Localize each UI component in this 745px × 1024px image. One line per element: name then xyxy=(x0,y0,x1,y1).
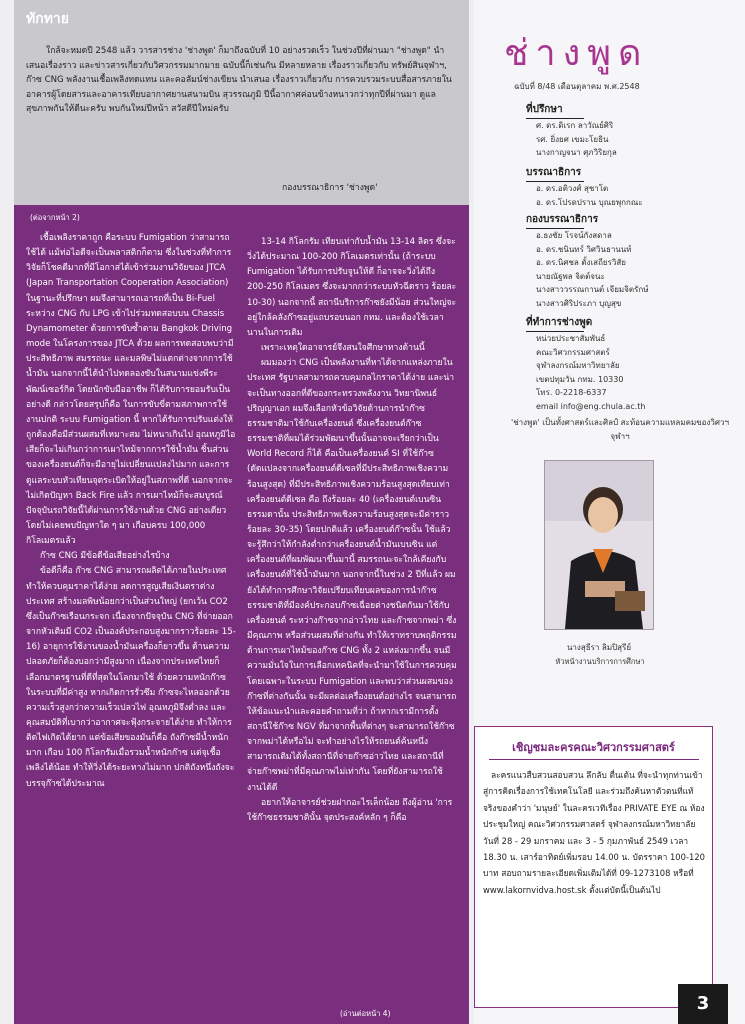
article-paragraph: ข้อดีก็คือ ก๊าซ CNG สามารถผลิตได้ภายในประเทศ ทำให้ควบคุมราคาได้ง่าย ลดการสูญเสียเงินตราต่างประเทศ สร้างมลพิษน้อยกว่าเป็นส่วนใหญ่ (ยกเว้น CO2 ซึ่งเป็นก๊าซเรือนกระจก เนื่องจากปัจจุบัน CNG ที่จ่ายออกจากหัวเติมมี CO2 เป็นองค์ประกอบสูงมากราวร้อยละ 15-16) อายุการใช้งานของน้ำมันเครื่องก็ยาวขึ้น ด้านความปลอดภัยก็ต้องบอกว่ามีสูงมาก เนื่องจากประเทศไทยก็เลือกมาตรฐานที่ดีที่สุดในโลกมาใช้ ด้วยความหนักก๊าซในระบบที่มีค่าสูง หากเกิดการรั่วซึม ก๊าซจะไหลออกด้วยความเร็วสูงกว่าความเร็วเปลวไฟ อุณหภูมิจึงต่ำลง และคุณสมบัติที่เบากว่าอากาศจะฟุ้งกระจายได้ง่าย ทำให้การติดไฟเกิดได้ยาก แต่ข้อเสียของมันก็คือ ถังก๊าซมีน้ำหนักมาก เกือบ 100 กิโลกรัมเมื่อรวมน้ำหนักก๊าซ แต่จุเชื้อเพลิงได้น้อย ทำให้วิ่งได้ระยะทางไม่มาก ปกติถังหนึ่งถังจะบรรจุก๊าซได้ประมาณ xyxy=(26,566,236,789)
office-line: เขตปทุมวัน กทม. 10330 xyxy=(536,374,624,384)
article-paragraph: 13-14 กิโลกรัม เทียบเท่ากับน้ำมัน 13-14 ลิตร ซึ่งจะวิ่งได้ประมาณ 100-200 กิโลเมตรเท่านั้น (ถ้าระบบ Fumigation ได้รับการปรับจูนให้ดี ก็อาจจะวิ่งได้ถึง 200-250 กิโลเมตร ซึ่งจะมากกว่าระบบหัวฉีดราว ร้อยละ 10-30) นอกจากนี้ สถานีบริการก๊าซยังมีน้อย ส่วนใหญ่จะอยู่ใกล้คลังก๊าซอยู่แถบรอบนอก กทม. และต้องใช้เวลานานในการเติม xyxy=(247,237,457,338)
invite-title: เชิญชมละครคณะวิศวกรรมศาสตร์ xyxy=(512,741,675,754)
staff-name: ศ. ดร.ดิเรก ลาวัณย์ศิริ xyxy=(536,121,614,130)
staff-name: นางสาวศิริประภา บุญสุข xyxy=(536,298,622,308)
staff-name: อ. ดร.ชนินทร์ วิศวินธานนท์ xyxy=(536,244,632,254)
theater-invite-box xyxy=(474,726,713,1008)
staff-name: นางกาญจนา ศุภวิริยกุล xyxy=(536,148,617,157)
staff-list-advisors xyxy=(536,119,617,160)
staff-list-editor xyxy=(536,182,643,209)
staff-heading-office: ที่ทำการช่างพูด xyxy=(526,315,592,332)
continued-to: (อ่านต่อหน้า 4) xyxy=(340,1009,391,1018)
page-number: 3 xyxy=(678,984,728,1024)
staff-list-office xyxy=(536,332,645,413)
photo-caption-name: นางสุธีรา ลิมปิสุรีย์ xyxy=(566,643,632,652)
editorial-body: ใกล้จะหมดปี 2548 แล้ว วารสารช่าง 'ช่างพูด' ก็มาถึงฉบับที่ 10 อย่างรวดเร็ว ในช่วงปีที่ผ่านมา "ช่างพูด" นำเสนอเรื่องราว และข่าวสารเกี่ยวกับวิศวกรรมมากมาย ฉบับนี้ก็เช่นกัน มีหลายหลาย เรื่องราวเกี่ยวกับ ทรัพย์สินจุฬาฯ, ก๊าซ CNG พลังงานเชื้อเพลิงทดแทน และคอลัมน์ช่างเขียน นำเสนอ เรื่องราวเกี่ยวกับ การควบรวมระบบสื่อสารภายในอาคารผู้โดยสารและอาคารเทียบอากาศยานสนามบิน สุวรรณภูมิ ปีนี้อากาศค่อนข้างหนาวกว่าทุกปีที่ผ่านมา ดูแลสุขภาพกันให้ดีนะครับ พบกันใหม่ปีหน้า สวัสดีปีใหม่ครับ xyxy=(26,46,452,115)
article-paragraph: เชื้อเพลิงราคาถูก คือระบบ Fumigation ว่าสามารถใช้ได้ แม้ท่อไอดีจะเป็นพลาสติกก็ตาม ซึ่งในช่วงที่ทำการวิจัยก็โชคดีมากที่มีโอกาสได้เข้าร่วมงานวิจัยของ JTCA (Japan Transportation Cooperation Association) ในฐานะที่ปรึกษา ผมจึงสามารถเอารถที่เป็น Bi-Fuel ระหว่าง CNG กับ LPG เข้าไปร่วมทดสอบบน Chassis Dynamometer ด้วยการขับซ้ำตาม Bangkok Driving mode ในโครงการของ JTCA ด้วย ผลการทดสอบพบว่ามีประสิทธิภาพ สมรรถนะ และมลพิษไม่แตกต่างจากการใช้น้ำมัน นอกจากนี้ได้นำไปทดลองขับในสนามแข่งพีระพัฒน์เซอร์กิต โดยนักขับมืออาชีพ ก็ได้รับการยอมรับเป็นอย่างดี กล่าวโดยสรุปก็คือ ในการขับขี่ตามสภาพการใช้งานปกติ ระบบ Fumigation นี้ หากได้รับการปรับแต่งให้ถูกต้องคือมีส่วนผสมที่เหมาะสม ไม่หนาเกินไป อุณหภูมิไอเสียก็จะไม่เกินกว่าการเผาไหม้จากการใช้น้ำมัน ชิ้นส่วนของเครื่องยนต์ก็จะมีอายุไม่เปลี่ยนแปลงไปมาก และการดูแลระบบหัวเทียนจุดระเบิดให้อยู่ในสภาพที่ดี นอกจากจะไม่เกิดปัญหา Back Fire แล้ว การเผาไหม้ก็จะสมบูรณ์ ปัจจุบันรถวิจัยนี้ได้ผ่านการใช้งานด้วย CNG อย่างเดียว โดยไม่เคยพบปัญหาใด ๆ มา เกือบครบ 100,000 กิโลเมตรแล้ว xyxy=(26,233,236,547)
office-line: คณะวิศวกรรมศาสตร์ xyxy=(536,347,610,357)
staff-name: อ. ดร.โปรดปราน บุณยพุกกณะ xyxy=(536,197,643,207)
staff-name: อ. ดร.นิศชล ตั้งเสถียรวิสัย xyxy=(536,258,626,267)
issue-info: ฉบับที่ 8/48 เดือนตุลาคม พ.ศ.2548 xyxy=(514,82,640,91)
article-question: เพราะเหตุใดอาจารย์จึงสนใจศึกษาทางด้านนี้ xyxy=(261,343,425,354)
staff-heading-editor: บรรณาธิการ xyxy=(526,165,584,182)
editorial-box xyxy=(14,0,469,205)
office-email: email info@eng.chula.ac.th xyxy=(536,401,646,411)
article-paragraph: อยากให้อาจารย์ช่วยฝากอะไรเล็กน้อย ถึงผู้อ่าน 'การใช้ก๊าซธรรมชาตินั้น จุดประสงค์หลัก ๆ ก็คือ xyxy=(247,797,453,823)
invite-divider xyxy=(489,759,699,760)
photo-caption-role: หัวหน้างานบริการการศึกษา xyxy=(555,657,645,666)
masthead-title: ช่างพูด xyxy=(504,33,649,74)
portrait-photo xyxy=(544,460,654,630)
office-line: จุฬาลงกรณ์มหาวิทยาลัย xyxy=(536,361,620,370)
staff-name: รศ. ยิ่งยศ เขมะโยธิน xyxy=(536,134,609,144)
staff-name: อ. ดร.อติวงศ์ สุชาโต xyxy=(536,184,609,193)
office-phone: โทร. 0-2218-6337 xyxy=(536,388,607,397)
article-question: ก๊าซ CNG มีข้อดีข้อเสียอย่างไรบ้าง xyxy=(40,551,170,562)
portrait-illustration xyxy=(545,461,653,629)
article-column-2 xyxy=(247,235,457,826)
staff-list-board xyxy=(536,229,648,310)
staff-name: นายณัฐพล จิตต์จนะ xyxy=(536,271,605,281)
staff-heading-board: กองบรรณาธิการ xyxy=(526,212,598,229)
article-paragraph: ผมมองว่า CNG เป็นพลังงานที่หาได้จากแหล่งภายในประเทศ รัฐบาลสามารถควบคุมกลไกราคาได้ง่าย และน่าจะเป็นทางออกที่ดีของกระทรวงพลังงาน วิทยานิพนธ์ปริญญาเอก ผมจึงเลือกหัวข้อวิจัยด้านการนำก๊าซธรรมชาติมาใช้กับเครื่องยนต์ ซึ่งเครื่องยนต์ก๊าซธรรมชาติที่ผมได้ร่วมพัฒนาขึ้นนั้นอาจจะเรียกว่าเป็น World Record ก็ได้ คือเป็นเครื่องยนต์ SI ที่ใช้ก๊าซ (ดัดแปลงจากเครื่องยนต์ดีเซลที่มีประสิทธิภาพเชิงความร้อนสูงสุด) ที่มีประสิทธิภาพเชิงความร้อนสูงสุดเทียบเท่าเครื่องยนต์ดีเซล คือ ถึงร้อยละ 40 (เครื่องยนต์เบนซินธรรมดานั้น ประสิทธิภาพเชิงความร้อนสูงสุดจะมีค่าราวร้อยละ 30-35) โดยปกติแล้ว เครื่องยนต์ก๊าซนั้น ใช้แล้วจะรู้สึกว่าให้กำลังต่ำกว่าเครื่องยนต์น้ำมันเบนซิน แต่เครื่องยนต์ที่ผมพัฒนาขึ้นมานี้ สมรรถนะจะใกล้เคียงกับเครื่องยนต์ที่ใช้น้ำมันมาก นอกจากนี้ในช่วง 2 ปีที่แล้ว ผมยังได้ทำการศึกษาวิจัยเปรียบเทียบผลของการนำก๊าซธรรมชาติที่มีองค์ประกอบก๊าซเฉื่อยต่างชนิดกันมาใช้กับเครื่องยนต์ ระหว่างก๊าซจากอ่าวไทย และก๊าซจากพม่า ซึ่งมีคุณภาพ หรือส่วนผสมที่ต่างกัน ทำให้เราทราบพฤติกรรมด้านการเผาไหม้ของก๊าซ CNG ทั้ง 2 แหล่งมากขึ้น จนมีความมั่นใจในการเลือกเทคนิคที่จะนำมาใช้ในการควบคุม โดยเฉพาะในระบบ Fumigation และพบว่าส่วนผสมของก๊าซที่ต่างกันนั้น จะมีผลต่อเครื่องยนต์อย่างไร จนสามารถให้ข้อแนะนำและคอยคำถามที่ว่า ถ้าหากเรามีการตั้งสถานีใช้ก๊าซ NGV ที่มาจากพื้นที่ต่างๆ จะสามารถใช้ก๊าซจากพม่าได้หรือไม่ จะทำอย่างไรให้รถยนต์ค้นหนึ่ง สามารถเติมได้ทั้งสถานีที่จ่ายก๊าซอ่าวไทย และสถานีที่จ่ายก๊าซพม่าที่มีคุณภาพไม่เท่ากัน โดยที่ยังสามารถใช้งานได้ดี xyxy=(247,358,457,793)
office-line: หน่วยประชาสัมพันธ์ xyxy=(536,334,606,343)
invite-body: ละครแนวสืบสวนสอบสวน ลึกลับ ตื่นเต้น ที่จะนำทุกท่านเข้าสู่การคิดเรื่องการใช้เทคโนโลยี และร่วมถึงค้นหาตัวตนที่แท้จริงของคำว่า 'มนุษย์' ในละครเวทีเรื่อง PRIVATE EYE ณ ห้องประชุมใหญ่ คณะวิศวกรรมศาสตร์ จุฬาลงกรณ์มหาวิทยาลัย วันที่ 28 - 29 มกราคม และ 3 - 5 กุมภาพันธ์ 2549 เวลา 18.30 น. เสาร์อาทิตย์เพิ่มรอบ 14.00 น. บัตรราคา 100-120 บาท สอบถามรายละเอียดเพิ่มเติมได้ที่ 09-1273108 หรือที่ www.lakornvidva.host.sk ตั้งแต่บัดนี้เป็นต้นไป xyxy=(483,770,705,895)
staff-name: อ.ธงชัย โรจน์กังสดาล xyxy=(536,231,612,240)
article-box xyxy=(14,205,469,1024)
tagline: 'ช่างพูด' เป็นทั้งศาสตร์และศิลป์ สะท้อนความแหลมคมของวิศวฯ จุฬาฯ xyxy=(511,418,729,441)
article-column-1 xyxy=(26,231,236,792)
editorial-title: ทักทาย xyxy=(26,11,69,27)
staff-heading-advisors: ที่ปรึกษา xyxy=(526,102,584,119)
right-sidebar xyxy=(474,0,745,1024)
staff-name: นางสาววรรณกานต์ เจียมจิตรักษ์ xyxy=(536,285,649,294)
continued-from: (ต่อจากหน้า 2) xyxy=(30,213,80,222)
editorial-signature: กองบรรณาธิการ 'ช่างพูด' xyxy=(282,183,378,193)
